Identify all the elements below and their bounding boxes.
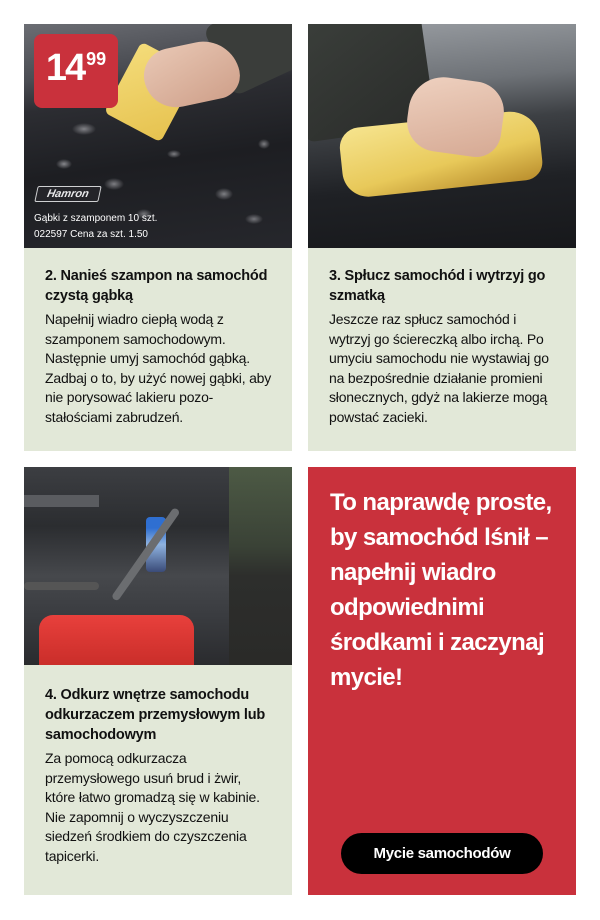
brand-logo — [34, 186, 101, 202]
step-2-photo — [24, 24, 292, 248]
promo-headline: To naprawdę proste, by samochód lśnił – napełnij wiadro odpowiednimi środkami i zaczynaj mycie! — [330, 489, 552, 691]
price-cents: 99 — [86, 49, 107, 69]
price-badge — [34, 34, 118, 108]
truck-rail-shape — [24, 495, 99, 507]
product-code-unit-price: 022597 Cena za szt. 1.50 — [34, 229, 148, 240]
brand-name: Hamron — [45, 188, 91, 200]
promo-card — [308, 467, 576, 895]
step-body: Za pomocą odkurzacza przemysłowego usuń brud i żwir, które łatwo gromadzą się w kabinie. Nie zapomnij o wyczyszczeniu siedzeń środkiem do czyszczenia tapicerki. — [45, 750, 260, 864]
car-wash-category-button[interactable]: Mycie samochodów — [341, 833, 543, 874]
step-2-text — [24, 248, 292, 427]
step-title: 4. Odkurz wnętrze samochodu odkurzaczem przemysłowym lub samochodowym — [45, 687, 266, 743]
step-3-card — [308, 24, 576, 451]
step-title: 3. Spłucz samochód i wytrzyj go szmatką — [329, 268, 546, 304]
price-main: 14 — [45, 47, 85, 89]
step-title: 2. Nanieś szampon na samochód czystą gąbką — [45, 268, 268, 304]
vacuum-body-shape — [39, 615, 194, 665]
product-name: Gąbki z szamponem 10 szt. — [34, 213, 158, 224]
step-3-photo — [308, 24, 576, 248]
step-2-card — [24, 24, 292, 451]
step-4-photo — [24, 467, 292, 665]
step-3-text — [308, 248, 576, 427]
person-shape — [229, 467, 292, 665]
step-body: Napełnij wiadro ciepłą wodą z szamponem samochodowym. Następnie umyj samochód gąbką. Zadbaj o to, by użyć nowej gąbki, aby nie porysować lakieru pozostałościami zabrudzeń. — [45, 311, 272, 425]
step-4-card — [24, 467, 292, 895]
step-4-text — [24, 665, 292, 866]
vacuum-handle-shape — [24, 582, 99, 590]
step-body: Jeszcze raz spłucz samochód i wytrzyj go ściereczką albo irchą. Po umyciu samochodu nie wystawiaj go na bezpośrednie działanie promieni słonecznych, gdyż na lakierze mogą powstać zacieki. — [329, 311, 549, 425]
